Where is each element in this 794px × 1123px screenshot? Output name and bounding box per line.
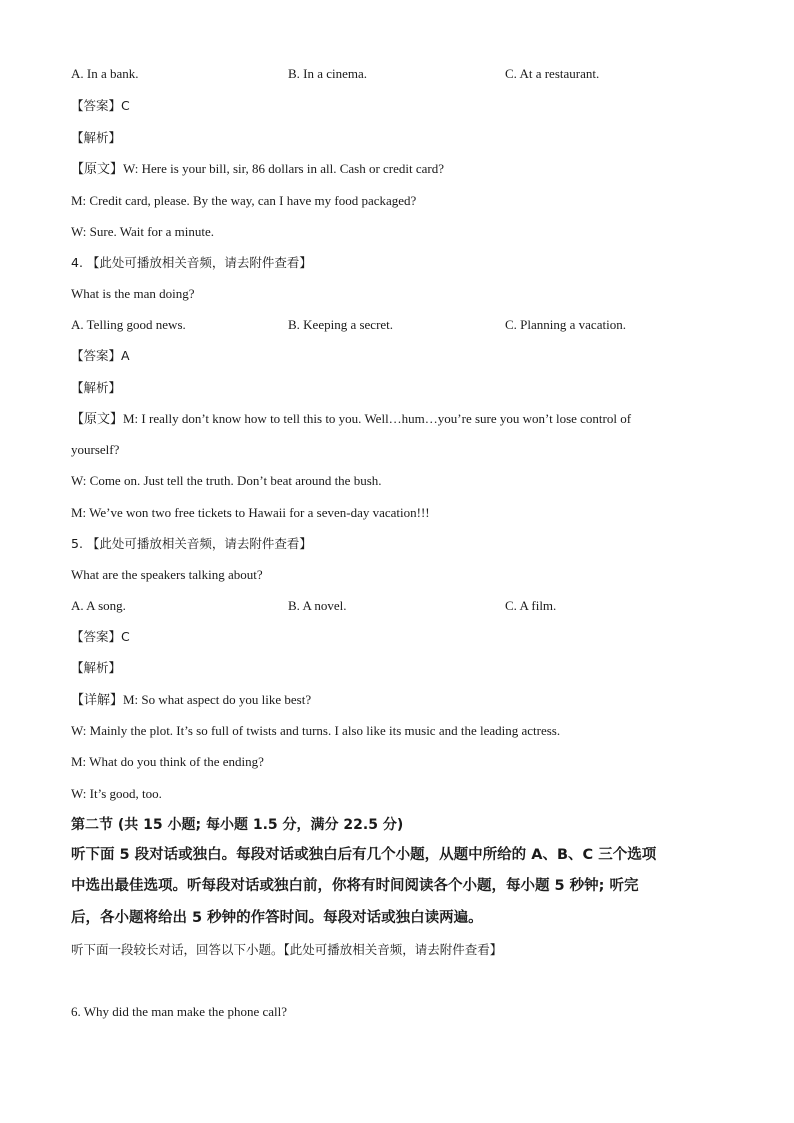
q3-option-c: C. At a restaurant.: [505, 66, 600, 81]
q5-answer: 【答案】C: [71, 629, 130, 644]
q4-option-b: B. Keeping a secret.: [288, 317, 394, 332]
q3-transcript-line: 【原文】W: Here is your bill, sir, 86 dollars in all. Cash or credit card?: [71, 161, 445, 176]
q4-option-c: C. Planning a vacation.: [505, 317, 626, 332]
section-sub-instruction: 听下面一段较长对话，回答以下小题。【此处可播放相关音频，请去附件查看】: [71, 942, 503, 957]
q5-transcript-line: M: What do you think of the ending?: [71, 754, 264, 769]
q5-option-a: A. A song.: [71, 598, 126, 613]
q4-transcript-line: M: We’ve won two free tickets to Hawaii for a seven-day vacation!!!: [71, 505, 430, 520]
section-instruction-line: 后，各小题将给出 5 秒钟的作答时间。每段对话或独白读两遍。: [71, 910, 483, 926]
q4-transcript-line: 【原文】M: I really don’t know how to tell this to you. Well…hum…you’re sure you won’t lose control of: [71, 411, 632, 426]
q5-transcript-line: W: It’s good, too.: [71, 786, 162, 801]
q4-answer: 【答案】A: [71, 348, 130, 363]
section-instruction-line: 中选出最佳选项。听每段对话或独白前，你将有时间阅读各个小题，每小题 5 秒钟; 听完: [71, 878, 639, 894]
section-title: 第二节 (共 15 小题; 每小题 1.5 分，满分 22.5 分): [71, 817, 404, 833]
q5-transcript-line: 【详解】M: So what aspect do you like best?: [71, 692, 312, 707]
q4-analysis-label: 【解析】: [71, 380, 122, 395]
q4-option-a: A. Telling good news.: [71, 317, 186, 332]
q6-question: 6. Why did the man make the phone call?: [71, 1004, 287, 1019]
q5-option-c: C. A film.: [505, 598, 557, 613]
q5-header: 5. 【此处可播放相关音频，请去附件查看】: [71, 536, 312, 551]
q5-question: What are the speakers talking about?: [71, 567, 263, 582]
q3-transcript-line: W: Sure. Wait for a minute.: [71, 224, 214, 239]
q3-transcript-line: M: Credit card, please. By the way, can I have my food packaged?: [71, 193, 417, 208]
q4-header: 4. 【此处可播放相关音频，请去附件查看】: [71, 255, 312, 270]
q4-question: What is the man doing?: [71, 286, 195, 301]
q3-analysis-label: 【解析】: [71, 130, 122, 145]
q5-transcript-line: W: Mainly the plot. It’s so full of twists and turns. I also like its music and the leading actress.: [71, 723, 561, 738]
q3-option-b: B. In a cinema.: [288, 66, 368, 81]
q5-analysis-label: 【解析】: [71, 660, 122, 675]
q3-answer: 【答案】C: [71, 98, 130, 113]
section-instruction-line: 听下面 5 段对话或独白。每段对话或独白后有几个小题，从题中所给的 A、B、C 三个选项: [71, 847, 657, 863]
q3-option-a: A. In a bank.: [71, 66, 139, 81]
q4-transcript-line: yourself?: [71, 442, 120, 457]
q4-transcript-line: W: Come on. Just tell the truth. Don’t beat around the bush.: [71, 473, 382, 488]
q5-option-b: B. A novel.: [288, 598, 347, 613]
